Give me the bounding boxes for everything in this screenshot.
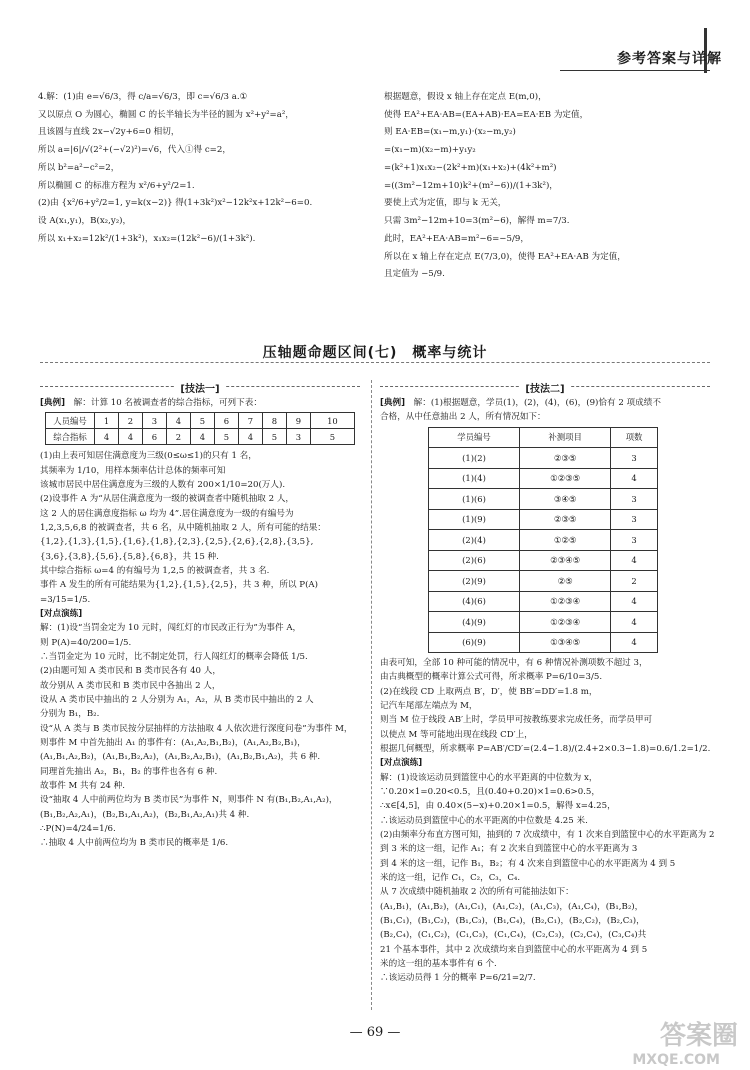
table-row [429, 612, 658, 633]
table-cell: 2 [166, 429, 190, 445]
solution-4-left-column [38, 92, 358, 252]
text-line: 故事件 M 共有 24 种. [40, 780, 125, 791]
text-line: (2)设事件 A 为“从居住满意度为一级的被调查者中随机抽取 2 人， [40, 494, 295, 505]
text-line: 所以 a=|6|/√(2²+(−√2)²)=√6，代入①得 c=2， [38, 145, 231, 156]
table-cell: 4 [611, 632, 658, 653]
table-cell: 5 [214, 429, 238, 445]
indicator-table [45, 412, 355, 445]
text-line: 解：(1)根据题意，学员(1)，(2)，(4)，(6)，(9)恰有 2 项成绩不 [413, 398, 661, 408]
text-line: (A₁,B₁,A₂,B₂)，(A₁,B₁,B₂,A₂)，(A₁,B₂,A₂,B₁)，(A₁,B₂,B₁,A₂)，共 6 种. [40, 752, 321, 763]
text-line: 同理首先抽出 A₂，B₁，B₂ 的事件也各有 6 种. [40, 766, 218, 777]
table-row [429, 550, 658, 571]
table-header-row [429, 427, 658, 448]
text-line: 解：计算 10 名被调查者的综合指标，可列下表： [73, 398, 262, 408]
practice-tag: [对点演练] [380, 758, 423, 769]
text-line: {3,6},{3,8},{5,6},{5,8},{6,8}，共 15 种. [40, 551, 219, 562]
text-line: 则 P(A)=40/200=1/5. [40, 637, 132, 648]
text-line: 所以 x₁+x₂=12k²/(1+3k²)，x₁x₂=(12k²−6)/(1+3k²). [38, 233, 256, 244]
table-cell: 7 [238, 413, 262, 429]
table-cell: 4 [166, 413, 190, 429]
table-cell: (6)(9) [429, 632, 520, 653]
table-cell: ②③⑤ [520, 448, 611, 469]
text-line: 且该圆与直线 2x−√2y+6=0 相切， [38, 127, 180, 138]
text-line: 根据题意，假设 x 轴上存在定点 E(m,0)， [384, 92, 547, 102]
text-line: 且定值为 −5/9. [384, 269, 445, 280]
text-line: 记汽车尾部左端点为 M， [380, 701, 478, 712]
table-cell: (2)(6) [429, 550, 520, 571]
text-line: (2)由频率分布直方图可知，抽到的 7 次成绩中，有 1 次来自到篮筐中心的水平距离为 2 [380, 830, 715, 841]
text-line: 则当 M 位于线段 AB′上时，学员甲可按教练要求完成任务，而学员甲可 [380, 715, 653, 726]
text-line: 所以在 x 轴上存在定点 E(7/3,0)，使得 EA²+EA·AB 为定值， [384, 251, 626, 262]
table-row [429, 571, 658, 592]
table-row [429, 591, 658, 612]
technique-two-label: [技法二] [380, 380, 710, 395]
text-line: 设从 A 类市民中抽出的 2 人分别为 A₁，A₂，从 B 类市民中抽出的 2 人 [40, 694, 314, 705]
text-line: ∴该运动员到篮筐中心的水平距离的中位数是 4.25 米. [380, 815, 588, 826]
text-line: (B₁,C₁)，(B₁,C₂)，(B₁,C₃)，(B₁,C₄)，(B₂,C₁)，(B₂,C₂)，(B₂,C₃)， [380, 916, 645, 927]
text-line: 此时，EA²+EA·AB=m²−6=−5/9， [384, 233, 529, 244]
text-line: 以使点 M 等可能地出现在线段 CD′上， [380, 729, 533, 740]
watermark-logo: 答案圈 [659, 1021, 738, 1051]
text-line: 所以椭圆 C 的标准方程为 x²/6+y²/2=1. [38, 180, 195, 191]
text-line: (2)在线段 CD 上取两点 B′，D′，使 BB′=DD′=1.8 m， [380, 686, 598, 697]
table-cell: 5 [310, 429, 354, 445]
text-line: ∴该运动员得 1 分的概率 P=6/21=2/7. [380, 973, 536, 984]
table-cell: ①③④⑤ [520, 632, 611, 653]
text-line: 所以 b²=a²−c²=2， [38, 162, 120, 173]
table-cell: 5 [190, 413, 214, 429]
text-line: 则事件 M 中首先抽出 A₁ 的事件有：(A₁,A₂,B₁,B₂)，(A₁,A₂,B₂,B₁)， [40, 737, 306, 748]
table-cell: 4 [611, 591, 658, 612]
table-header-cell: 补测项目 [520, 427, 611, 448]
table-cell: 人员编号 [46, 413, 95, 429]
page-header-title: 参考答案与详解 [617, 51, 722, 67]
text-line: 分别为 B₁，B₂. [40, 709, 100, 720]
text-line: (B₂,C₄)，(C₁,C₂)，(C₁,C₃)，(C₁,C₄)，(C₂,C₃)，(C₂,C₄)，(C₃,C₄)共 [380, 930, 647, 941]
text-line: (2)由题可知 A 类市民和 B 类市民各有 40 人， [40, 666, 221, 677]
table-cell: ②③④⑤ [520, 550, 611, 571]
text-line: 从 7 次成绩中随机抽取 2 次的所有可能抽法如下： [380, 887, 574, 898]
text-line: 其频率为 1/10，用样本频率估计总体的频率可知 [40, 465, 226, 476]
text-line: 合格，从中任意抽出 2 人，所有情况如下： [380, 412, 546, 423]
text-line: 事件 A 发生的所有可能结果为{1,2},{1,5},{2,5}，共 3 种，所以 P(A) [40, 580, 318, 591]
header-rule [560, 70, 710, 71]
example-tag: [典例] [40, 398, 66, 408]
table-cell: 3 [286, 429, 310, 445]
table-cell: (1)(4) [429, 468, 520, 489]
table-cell: 2 [118, 413, 142, 429]
text-line: 到 4 米的这一组，记作 B₁，B₂；有 4 次来自到篮筐中心的水平距离为 4 到 5 [380, 858, 676, 869]
text-line: 由表可知，全部 10 种可能的情况中，有 6 种情况补测项数不超过 3， [380, 658, 648, 669]
table-cell: 4 [611, 612, 658, 633]
text-line: ∵0.20×1=0.20<0.5，且(0.40+0.20)×1=0.6>0.5， [380, 787, 600, 798]
text-line: {1,2},{1,3},{1,5},{1,6},{1,8},{2,3},{2,5},{2,6},{2,8},{3,5}, [40, 537, 314, 548]
table-row [429, 530, 658, 551]
table-cell: (4)(6) [429, 591, 520, 612]
text-line: 到 3 米的这一组，记作 A₁；有 2 次来自到篮筐中心的水平距离为 3 [380, 844, 638, 855]
table-cell: 6 [142, 429, 166, 445]
text-line: 米的这一组，记作 C₁，C₂，C₃，C₄. [380, 873, 521, 884]
section-title: 压轴题命题区间(七) 概率与统计 [262, 345, 488, 361]
text-line: ∴P(N)=4/24=1/6. [40, 823, 116, 834]
table-row [46, 429, 355, 445]
table-cell: 3 [611, 530, 658, 551]
retest-table [428, 427, 658, 654]
table-row [429, 489, 658, 510]
text-line: 该城市居民中居住满意度为三级的人数有 200×1/10=20(万人). [40, 479, 286, 490]
table-cell: 3 [611, 509, 658, 530]
table-header-cell: 项数 [611, 427, 658, 448]
text-line: =3/15=1/5. [40, 594, 91, 605]
table-cell: 8 [262, 413, 286, 429]
table-cell: ③④⑤ [520, 489, 611, 510]
text-line: 由古典概型的概率计算公式可得，所求概率 P=6/10=3/5. [380, 672, 603, 683]
table-cell: ②⑤ [520, 571, 611, 592]
table-cell: 3 [611, 489, 658, 510]
text-line: =((3m²−12m+10)k²+(m²−6))/(1+3k²)， [384, 180, 558, 191]
text-line: 解：(1)设“当罚金定为 10 元时，闯红灯的市民改正行为”为事件 A， [40, 623, 302, 634]
table-cell: (1)(2) [429, 448, 520, 469]
table-cell: 9 [286, 413, 310, 429]
table-cell: 3 [142, 413, 166, 429]
text-line: (B₁,B₂,A₂,A₁)，(B₂,B₁,A₁,A₂)，(B₂,B₁,A₂,A₁)共 4 种. [40, 809, 250, 820]
table-cell: (1)(6) [429, 489, 520, 510]
table-cell: ①②③⑤ [520, 468, 611, 489]
column-divider [371, 380, 372, 1010]
text-line: 设 A(x₁,y₁)，B(x₂,y₂)， [38, 216, 132, 227]
table-row [429, 632, 658, 653]
table-cell: 3 [611, 448, 658, 469]
table-cell: ①②⑤ [520, 530, 611, 551]
page-number: — 69 — [349, 1025, 401, 1040]
text-line: 这 2 人的居住满意度指标 ω 均为 4”.居住满意度为一级的有编号为 [40, 508, 294, 519]
text-line: =(k²+1)x₁x₂−(2k²+m)(x₁+x₂)+(4k²+m²) [384, 162, 557, 173]
text-line: 只需 3m²−12m+10=3(m²−6)，解得 m=7/3. [384, 216, 570, 227]
text-line: 故分别从 A 类市民和 B 类市民中各抽出 2 人， [40, 680, 221, 691]
technique-one-label: [技法一] [40, 380, 360, 395]
table-cell: 4 [611, 550, 658, 571]
text-line: (2)由 {x²/6+y²/2=1, y=k(x−2)} 得(1+3k²)x²−12k²x+12k²−6=0. [38, 198, 313, 209]
table-cell: ①②③④ [520, 612, 611, 633]
table-cell: (1)(9) [429, 509, 520, 530]
text-line: 则 EA·EB=(x₁−m,y₁)·(x₂−m,y₂) [384, 127, 516, 138]
text-line: (1)由上表可知居住满意度为三级(0≤ω≤1)的只有 1 名， [40, 451, 257, 462]
table-row [429, 448, 658, 469]
table-row [429, 468, 658, 489]
table-cell: 4 [118, 429, 142, 445]
table-cell: (4)(9) [429, 612, 520, 633]
text-line: =(x₁−m)(x₂−m)+y₁y₂ [384, 145, 476, 156]
table-cell: 2 [611, 571, 658, 592]
text-line: 1,2,3,5,6,8 的被调查者，共 6 名，从中随机抽取 2 人，所有可能的结果： [40, 522, 326, 533]
text-line: 根据几何概型，所求概率 P=AB′/CD′=(2.4−1.8)/(2.4+2×0.3−1.8)=0.6/1.2=1/2. [380, 744, 711, 755]
text-line: 又以原点 O 为圆心，椭圆 C 的长半轴长为半径的圆为 x²+y²=a²， [38, 109, 294, 120]
table-cell: (2)(9) [429, 571, 520, 592]
text-line: 其中综合指标 ω=4 的有编号为 1,2,5 的被调查者，共 3 名. [40, 565, 270, 576]
text-line: 设“抽取 4 人中前两位均为 B 类市民”为事件 N，则事件 N 有(B₁,B₂,A₁,A₂)， [40, 795, 338, 806]
text-line: ∴抽取 4 人中前两位均为 B 类市民的概率是 1/6. [40, 838, 229, 849]
watermark-url: MXQE.COM [632, 1052, 720, 1068]
section-divider [40, 362, 710, 363]
table-cell: 5 [262, 429, 286, 445]
text-line: 米的这一组的基本事件有 6 个. [380, 959, 497, 970]
example-tag: [典例] [380, 398, 406, 408]
table-cell: 4 [238, 429, 262, 445]
table-cell: (2)(4) [429, 530, 520, 551]
text-line: (A₁,B₁)，(A₁,B₂)，(A₁,C₁)，(A₁,C₂)，(A₁,C₃)，(A₁,C₄)，(B₁,B₂)， [380, 901, 644, 912]
table-cell: 4 [611, 468, 658, 489]
text-line: ∴x∈[4,5]，由 0.40×(5−x)+0.20×1=0.5，解得 x=4.25， [380, 801, 616, 812]
table-cell: 4 [95, 429, 119, 445]
text-line: ∴当罚金定为 10 元时，比不制定处罚，行人闯红灯的概率会降低 1/5. [40, 651, 308, 662]
text-line: 4.解：(1)由 e=√6/3，得 c/a=√6/3，即 c=√6/3 a.① [38, 92, 248, 102]
practice-tag: [对点演练] [40, 608, 83, 619]
text-line: 21 个基本事件，其中 2 次成绩均来自到篮筐中心的水平距离为 4 到 5 [380, 944, 648, 955]
table-cell: ②③⑤ [520, 509, 611, 530]
table-row [46, 413, 355, 429]
left-column [40, 398, 362, 853]
table-header-cell: 学员编号 [429, 427, 520, 448]
table-cell: 6 [214, 413, 238, 429]
table-cell: ①②③④ [520, 591, 611, 612]
table-row [429, 509, 658, 530]
right-column [380, 398, 715, 988]
table-cell: 1 [95, 413, 119, 429]
table-cell: 综合指标 [46, 429, 95, 445]
table-cell: 4 [190, 429, 214, 445]
text-line: 设“从 A 类与 B 类市民按分层抽样的方法抽取 4 人依次进行深度问卷”为事件 M， [40, 723, 353, 734]
text-line: 解：(1)设该运动员到篮筐中心的水平距离的中位数为 x， [380, 772, 598, 783]
text-line: 要使上式为定值，即与 k 无关， [384, 198, 507, 209]
text-line: 使得 EA²+EA·AB=(EA+AB)·EA=EA·EB 为定值， [384, 109, 589, 120]
table-cell: 10 [310, 413, 354, 429]
solution-4-right-column [384, 92, 724, 287]
